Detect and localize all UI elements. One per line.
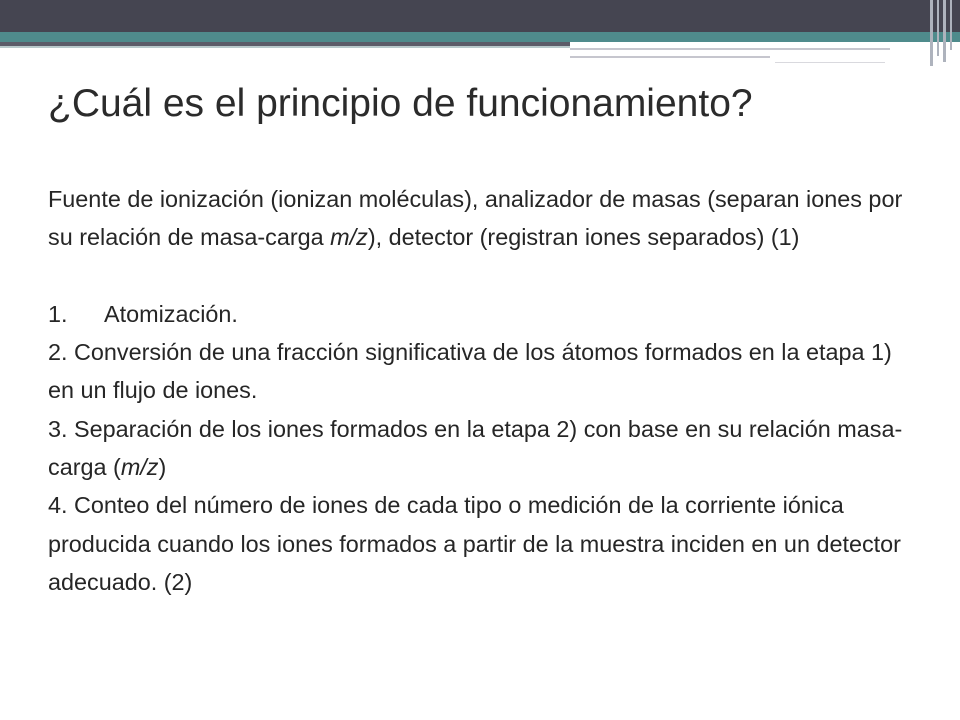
accent-band	[0, 32, 960, 42]
slide-body	[48, 180, 910, 601]
step-4: 4. Conteo del número de iones de cada tipo o medición de la corriente iónica producida cuando los iones formados a partir de la muestra inciden en un detector adecuado. (2)	[48, 492, 901, 595]
mz-term: m/z	[330, 224, 368, 251]
step-1	[48, 295, 910, 333]
intro-text: Fuente de ionización (ionizan moléculas), analizador de masas (separan iones por su relación de masa-carga	[48, 186, 903, 251]
stripe	[950, 0, 952, 50]
header-underline-light	[0, 46, 570, 48]
decorative-line	[570, 56, 770, 58]
intro-paragraph	[48, 180, 910, 257]
step-text: 3. Separación de los iones formados en la etapa 2) con base en su relación masa-carga (	[48, 415, 903, 481]
decorative-line	[570, 48, 890, 50]
intro-text: ), detector (registran iones separados) (1)	[367, 224, 800, 251]
stripe	[930, 0, 933, 66]
stripe	[937, 0, 939, 56]
stripe	[943, 0, 946, 62]
step-2: 2. Conversión de una fracción significativa de los átomos formados en la etapa 1) en un flujo de iones.	[48, 339, 892, 404]
step-3	[48, 410, 910, 487]
step-text: Atomización.	[104, 300, 238, 327]
decorative-line	[775, 62, 885, 63]
header-bar	[0, 0, 960, 32]
slide-title: ¿Cuál es el principio de funcionamiento?	[48, 82, 753, 125]
mz-term: m/z	[120, 454, 159, 481]
header-stripes	[928, 0, 960, 66]
spacer	[48, 257, 910, 295]
step-text: )	[158, 454, 167, 481]
step-number: 1.	[48, 300, 68, 327]
